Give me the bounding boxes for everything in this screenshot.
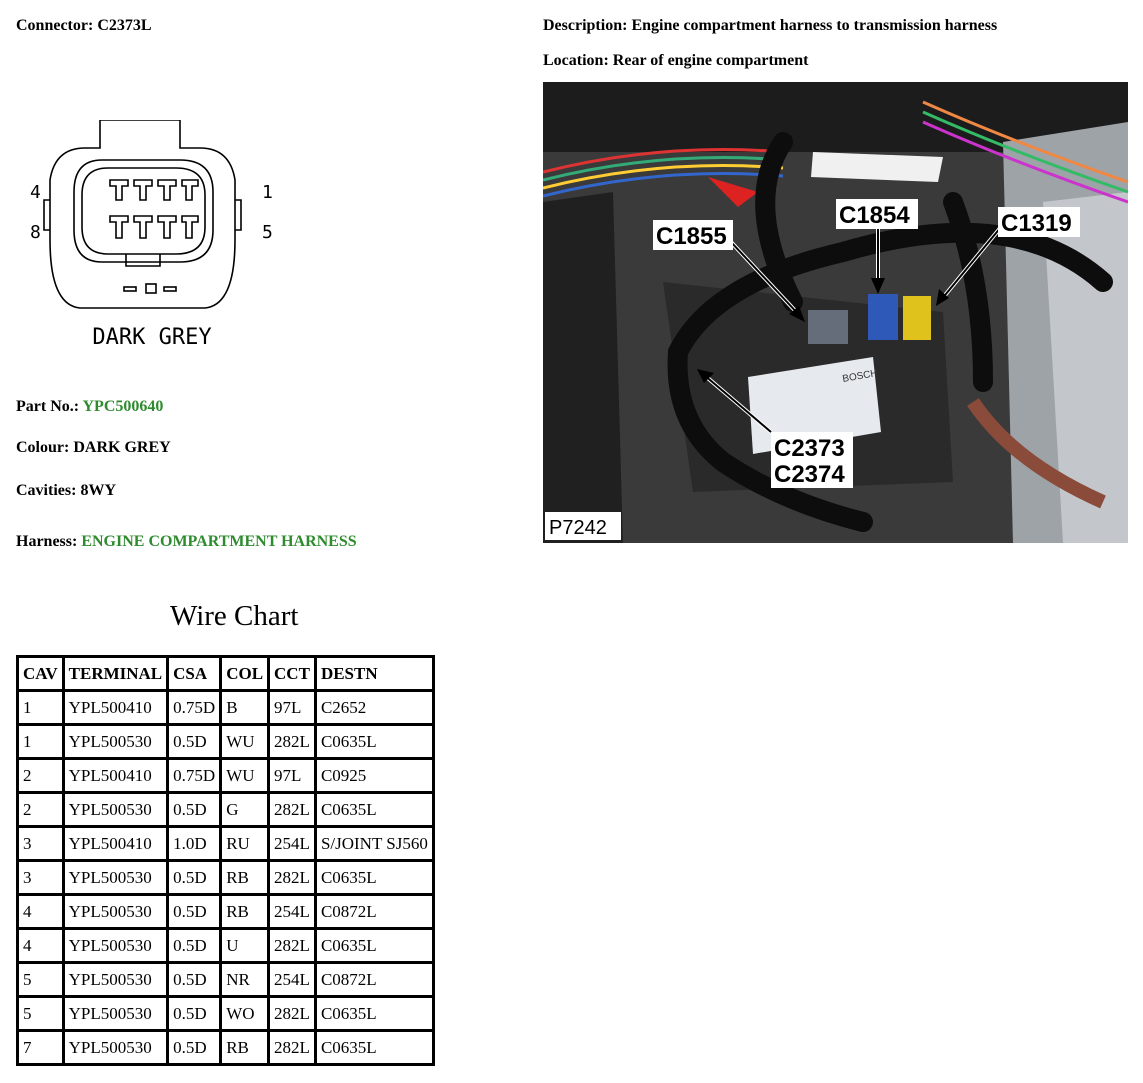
pin-label-8: 8 bbox=[30, 222, 41, 243]
cell-csa: 0.5D bbox=[169, 1032, 219, 1063]
description-value: Engine compartment harness to transmission harness bbox=[631, 17, 998, 34]
connector-heading bbox=[16, 17, 152, 35]
header-terminal: TERMINAL bbox=[65, 658, 167, 689]
cell-cav: 2 bbox=[19, 794, 62, 825]
cell-csa: 1.0D bbox=[169, 828, 219, 859]
cell-destn: C0635L bbox=[317, 726, 432, 757]
cell-destn: C2652 bbox=[317, 692, 432, 723]
part-no-label: Part No.: bbox=[16, 398, 80, 415]
cell-destn: C0635L bbox=[317, 794, 432, 825]
cell-destn: C0872L bbox=[317, 964, 432, 995]
cell-col: WU bbox=[222, 726, 267, 757]
photo-ref-code: P7242 bbox=[549, 517, 607, 539]
cell-cav: 4 bbox=[19, 930, 62, 961]
part-no-link[interactable]: YPC500640 bbox=[82, 398, 164, 415]
pin-label-1: 1 bbox=[262, 182, 273, 203]
cell-col: RB bbox=[222, 896, 267, 927]
header-col: COL bbox=[222, 658, 267, 689]
table-row bbox=[19, 794, 432, 825]
cell-destn: C0635L bbox=[317, 862, 432, 893]
cell-terminal: YPL500530 bbox=[65, 862, 167, 893]
cell-terminal: YPL500530 bbox=[65, 998, 167, 1029]
cell-terminal: YPL500530 bbox=[65, 930, 167, 961]
callout-c1319: C1319 bbox=[1001, 210, 1072, 237]
cell-cav: 4 bbox=[19, 896, 62, 927]
cell-terminal: YPL500530 bbox=[65, 726, 167, 757]
cell-csa: 0.75D bbox=[169, 692, 219, 723]
description-line bbox=[543, 17, 997, 35]
cavities-label: Cavities: bbox=[16, 482, 77, 499]
harness-label: Harness: bbox=[16, 533, 78, 550]
cell-destn: S/JOINT SJ560 bbox=[317, 828, 432, 859]
cell-destn: C0635L bbox=[317, 930, 432, 961]
cell-terminal: YPL500410 bbox=[65, 692, 167, 723]
cell-terminal: YPL500530 bbox=[65, 896, 167, 927]
cell-cav: 5 bbox=[19, 964, 62, 995]
cavities-line bbox=[16, 482, 116, 500]
cell-cct: 282L bbox=[270, 794, 314, 825]
location-value: Rear of engine compartment bbox=[612, 52, 809, 69]
cell-col: B bbox=[222, 692, 267, 723]
table-header-row bbox=[19, 658, 432, 689]
colour-value: DARK GREY bbox=[73, 439, 171, 456]
table-row bbox=[19, 896, 432, 927]
connector-id: C2373L bbox=[97, 17, 152, 34]
cell-csa: 0.5D bbox=[169, 964, 219, 995]
colour-label: Colour: bbox=[16, 439, 70, 456]
cell-cav: 1 bbox=[19, 692, 62, 723]
cell-csa: 0.5D bbox=[169, 930, 219, 961]
location-photo bbox=[543, 82, 1128, 543]
cell-terminal: YPL500530 bbox=[65, 1032, 167, 1063]
location-line bbox=[543, 52, 808, 70]
header-destn: DESTN bbox=[317, 658, 432, 689]
pin-label-5: 5 bbox=[262, 222, 273, 243]
table-row bbox=[19, 692, 432, 723]
table-row bbox=[19, 998, 432, 1029]
header-cct: CCT bbox=[270, 658, 314, 689]
cell-cct: 282L bbox=[270, 726, 314, 757]
cell-csa: 0.75D bbox=[169, 760, 219, 791]
table-row bbox=[19, 828, 432, 859]
cell-cav: 2 bbox=[19, 760, 62, 791]
cell-csa: 0.5D bbox=[169, 998, 219, 1029]
callout-c1854: C1854 bbox=[839, 202, 910, 229]
cavities-value: 8WY bbox=[80, 482, 116, 499]
table-row bbox=[19, 964, 432, 995]
cell-col: G bbox=[222, 794, 267, 825]
pin-label-4: 4 bbox=[30, 182, 41, 203]
description-label: Description: bbox=[543, 17, 628, 34]
cell-cav: 1 bbox=[19, 726, 62, 757]
cell-csa: 0.5D bbox=[169, 896, 219, 927]
cell-cct: 97L bbox=[270, 692, 314, 723]
cell-cct: 254L bbox=[270, 964, 314, 995]
cell-col: NR bbox=[222, 964, 267, 995]
connector-face-diagram bbox=[30, 120, 290, 360]
cell-cct: 282L bbox=[270, 998, 314, 1029]
cell-col: U bbox=[222, 930, 267, 961]
harness-link[interactable]: ENGINE COMPARTMENT HARNESS bbox=[81, 533, 357, 550]
table-row bbox=[19, 862, 432, 893]
table-row bbox=[19, 1032, 432, 1063]
header-cav: CAV bbox=[19, 658, 62, 689]
cell-cav: 3 bbox=[19, 862, 62, 893]
cell-cct: 254L bbox=[270, 828, 314, 859]
table-row bbox=[19, 930, 432, 961]
cell-col: RB bbox=[222, 1032, 267, 1063]
header-csa: CSA bbox=[169, 658, 219, 689]
cell-col: RB bbox=[222, 862, 267, 893]
callout-c1855: C1855 bbox=[656, 223, 727, 250]
cell-cav: 5 bbox=[19, 998, 62, 1029]
part-no-line bbox=[16, 398, 163, 416]
cell-cct: 282L bbox=[270, 862, 314, 893]
cell-csa: 0.5D bbox=[169, 794, 219, 825]
cell-cav: 3 bbox=[19, 828, 62, 859]
connector-label: Connector: bbox=[16, 17, 94, 34]
cell-terminal: YPL500530 bbox=[65, 794, 167, 825]
cell-csa: 0.5D bbox=[169, 862, 219, 893]
cell-cct: 282L bbox=[270, 1032, 314, 1063]
cell-col: WU bbox=[222, 760, 267, 791]
cell-cav: 7 bbox=[19, 1032, 62, 1063]
cell-cct: 97L bbox=[270, 760, 314, 791]
cell-destn: C0635L bbox=[317, 998, 432, 1029]
location-label: Location: bbox=[543, 52, 609, 69]
cell-csa: 0.5D bbox=[169, 726, 219, 757]
harness-line bbox=[16, 533, 357, 551]
cell-cct: 282L bbox=[270, 930, 314, 961]
cell-destn: C0925 bbox=[317, 760, 432, 791]
cell-terminal: YPL500410 bbox=[65, 828, 167, 859]
table-row bbox=[19, 760, 432, 791]
wire-chart-title: Wire Chart bbox=[170, 600, 299, 632]
diagram-colour-label: DARK GREY bbox=[92, 325, 212, 350]
cell-col: RU bbox=[222, 828, 267, 859]
cell-destn: C0872L bbox=[317, 896, 432, 927]
callout-c2374: C2374 bbox=[774, 461, 845, 488]
callout-c2373: C2373 bbox=[774, 435, 845, 462]
cell-terminal: YPL500410 bbox=[65, 760, 167, 791]
colour-line bbox=[16, 439, 171, 457]
wire-chart-table bbox=[16, 655, 435, 1066]
cell-terminal: YPL500530 bbox=[65, 964, 167, 995]
cell-cct: 254L bbox=[270, 896, 314, 927]
ecu-brand-label: BOSCH bbox=[841, 367, 879, 385]
cell-destn: C0635L bbox=[317, 1032, 432, 1063]
table-row bbox=[19, 726, 432, 757]
cell-col: WO bbox=[222, 998, 267, 1029]
